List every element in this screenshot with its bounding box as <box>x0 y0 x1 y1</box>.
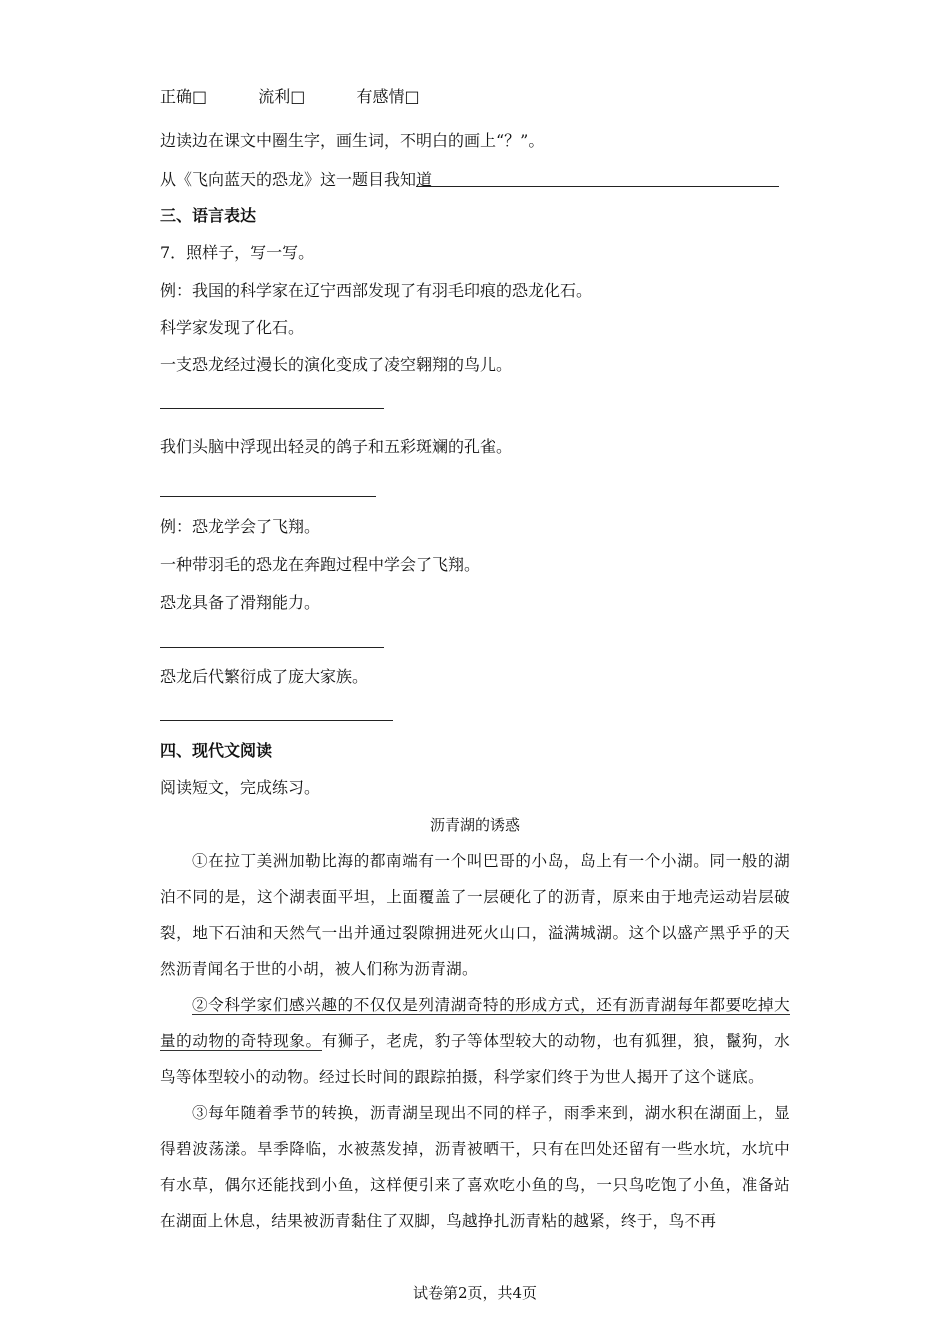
article-title: 沥青湖的诱惑 <box>429 816 520 834</box>
item-4: 恐龙后代繁衍成了庞大家族。 <box>160 667 369 686</box>
underlined-sentence: ②令科学家们感兴趣的不仅仅是列清湖奇特的形成方式，还有沥青湖每年都要吃掉大量的动物的奇特现象。 <box>160 996 790 1050</box>
section4-heading: 四、现代文阅读 <box>160 741 273 760</box>
paragraph-1: ①在拉丁美洲加勒比海的都南端有一个叫巴哥的小岛，岛上有一个小湖。同一般的湖泊不同的是，这个湖表面平坦，上面覆盖了一层硬化了的沥青，原来由于地壳运动岩层破裂，地下石油和天然气一出并通过裂隙拥进死火山口，溢满城湖。这个以盛产黑乎乎的天然沥青闻名于世的小胡，被人们称为沥青湖。 <box>160 852 790 978</box>
section3-heading: 三、语言表达 <box>160 206 257 225</box>
answer-blank-3[interactable] <box>160 647 384 648</box>
answer-blank-title[interactable] <box>416 186 779 187</box>
answer-blank-4[interactable] <box>160 720 393 721</box>
item-3: 恐龙具备了滑翔能力。 <box>160 593 321 612</box>
reading-checklist <box>160 87 420 107</box>
check-emotional[interactable]: 有感情□ <box>356 87 420 106</box>
answer-blank-1[interactable] <box>160 408 384 409</box>
article-body <box>160 843 790 1239</box>
item-1: 一支恐龙经过漫长的演化变成了凌空翱翔的鸟儿。 <box>160 355 513 374</box>
example-1: 例：我国的科学家在辽宁西部发现了有羽毛印痕的恐龙化石。 <box>160 281 593 300</box>
instruction-title-prompt: 从《飞向蓝天的恐龙》这一题目我知道 <box>160 170 433 189</box>
example-2-sentence: 一种带羽毛的恐龙在奔跑过程中学会了飞翔。 <box>160 555 481 574</box>
example-1-answer: 科学家发现了化石。 <box>160 318 305 337</box>
example-2: 例：恐龙学会了飞翔。 <box>160 517 321 536</box>
answer-blank-2[interactable] <box>160 496 376 497</box>
page-footer: 试卷第2页，共4页 <box>412 1284 538 1302</box>
check-correct[interactable]: 正确□ <box>160 87 208 106</box>
paragraph-2: ②令科学家们感兴趣的不仅仅是列清湖奇特的形成方式，还有沥青湖每年都要吃掉大量的动物的奇特现象。有狮子，老虎，豹子等体型较大的动物，也有狐狸，狼，鬣狗，水鸟等体型较小的动物。经过长时间的跟踪拍摄，科学家们终于为世人揭开了这个谜底。 <box>160 996 790 1086</box>
reading-instruction: 阅读短文，完成练习。 <box>160 778 321 797</box>
paragraph-3: ③每年随着季节的转换，沥青湖呈现出不同的样子，雨季来到，湖水积在湖面上，显得碧波荡漾。旱季降临，水被蒸发掉，沥青被晒干，只有在凹处还留有一些水坑，水坑中有水草，偶尔还能找到小鱼，这样便引来了喜欢吃小鱼的鸟，一只鸟吃饱了小鱼，准备站在湖面上休息，结果被沥青黏住了双脚，鸟越挣扎沥青粘的越紧，终于，鸟不再 <box>160 1104 790 1230</box>
instruction-mark-words: 边读边在课文中圈生字，画生词，不明白的画上“？”。 <box>160 131 545 150</box>
question-7: 7．照样子，写一写。 <box>160 243 315 262</box>
check-fluent[interactable]: 流利□ <box>258 87 306 106</box>
item-2: 我们头脑中浮现出轻灵的鸽子和五彩斑斓的孔雀。 <box>160 437 513 456</box>
